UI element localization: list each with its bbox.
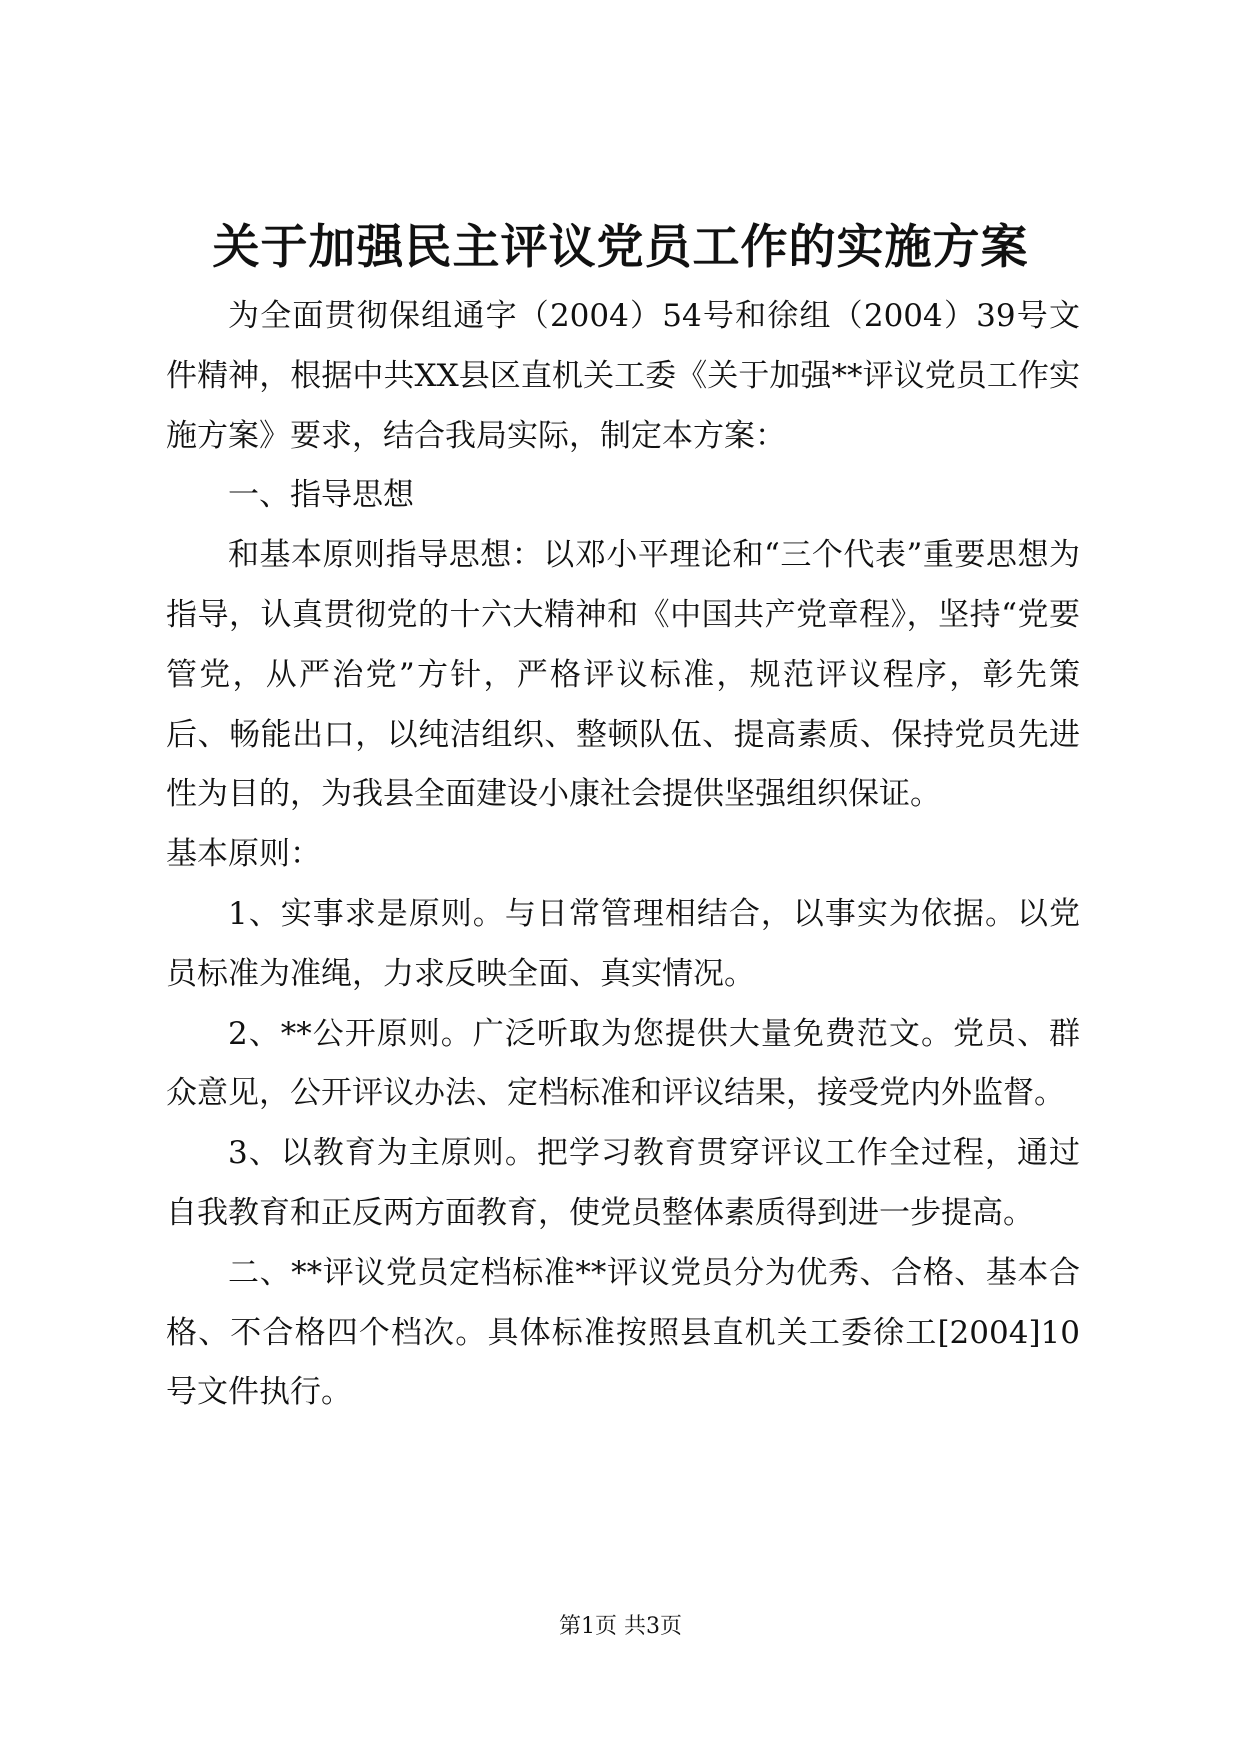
heading-guiding-ideology: 一、指导思想 <box>228 477 414 514</box>
paragraph-guiding-ideology: 和基本原则指导思想：以邓小平理论和“三个代表”重要思想为指导，认真贯彻党的十六大精神和《中国共产党章程》，坚持“党要管党，从严治党”方针，严格评议标准，规范评议程序，彰先策后、畅能出口，以纯洁组织、整顿队伍、提高素质、保持党员先进性为目的，为我县全面建设小康社会提供坚强组织保证。 <box>166 537 1080 813</box>
paragraph-principle-2: 2、**公开原则。广泛听取为您提供大量免费范文。党员、群众意见，公开评议办法、定档标准和评议结果，接受党内外监督。 <box>166 1015 1080 1112</box>
heading-basic-principles: 基本原则： <box>166 836 321 873</box>
paragraph-intro: 为全面贯彻保组通字（2004）54号和徐组（2004）39号文件精神，根据中共XX县区直机关工委《关于加强**评议党员工作实施方案》要求，结合我局实际，制定本方案： <box>166 298 1080 454</box>
document-title: 关于加强民主评议党员工作的实施方案 <box>212 220 1029 275</box>
paragraph-principle-1: 1、实事求是原则。与日常管理相结合，以事实为依据。以党员标准为准绳，力求反映全面、真实情况。 <box>166 895 1080 992</box>
page-number-footer: 第1页 共3页 <box>559 1614 682 1639</box>
paragraph-rating-standards: 二、**评议党员定档标准**评议党员分为优秀、合格、基本合格、不合格四个档次。具体标准按照县直机关工委徐工[2004]10号文件执行。 <box>166 1254 1080 1411</box>
paragraph-principle-3: 3、以教育为主原则。把学习教育贯穿评议工作全过程，通过自我教育和正反两方面教育，使党员整体素质得到进一步提高。 <box>166 1135 1080 1231</box>
document-body <box>166 287 1080 1423</box>
